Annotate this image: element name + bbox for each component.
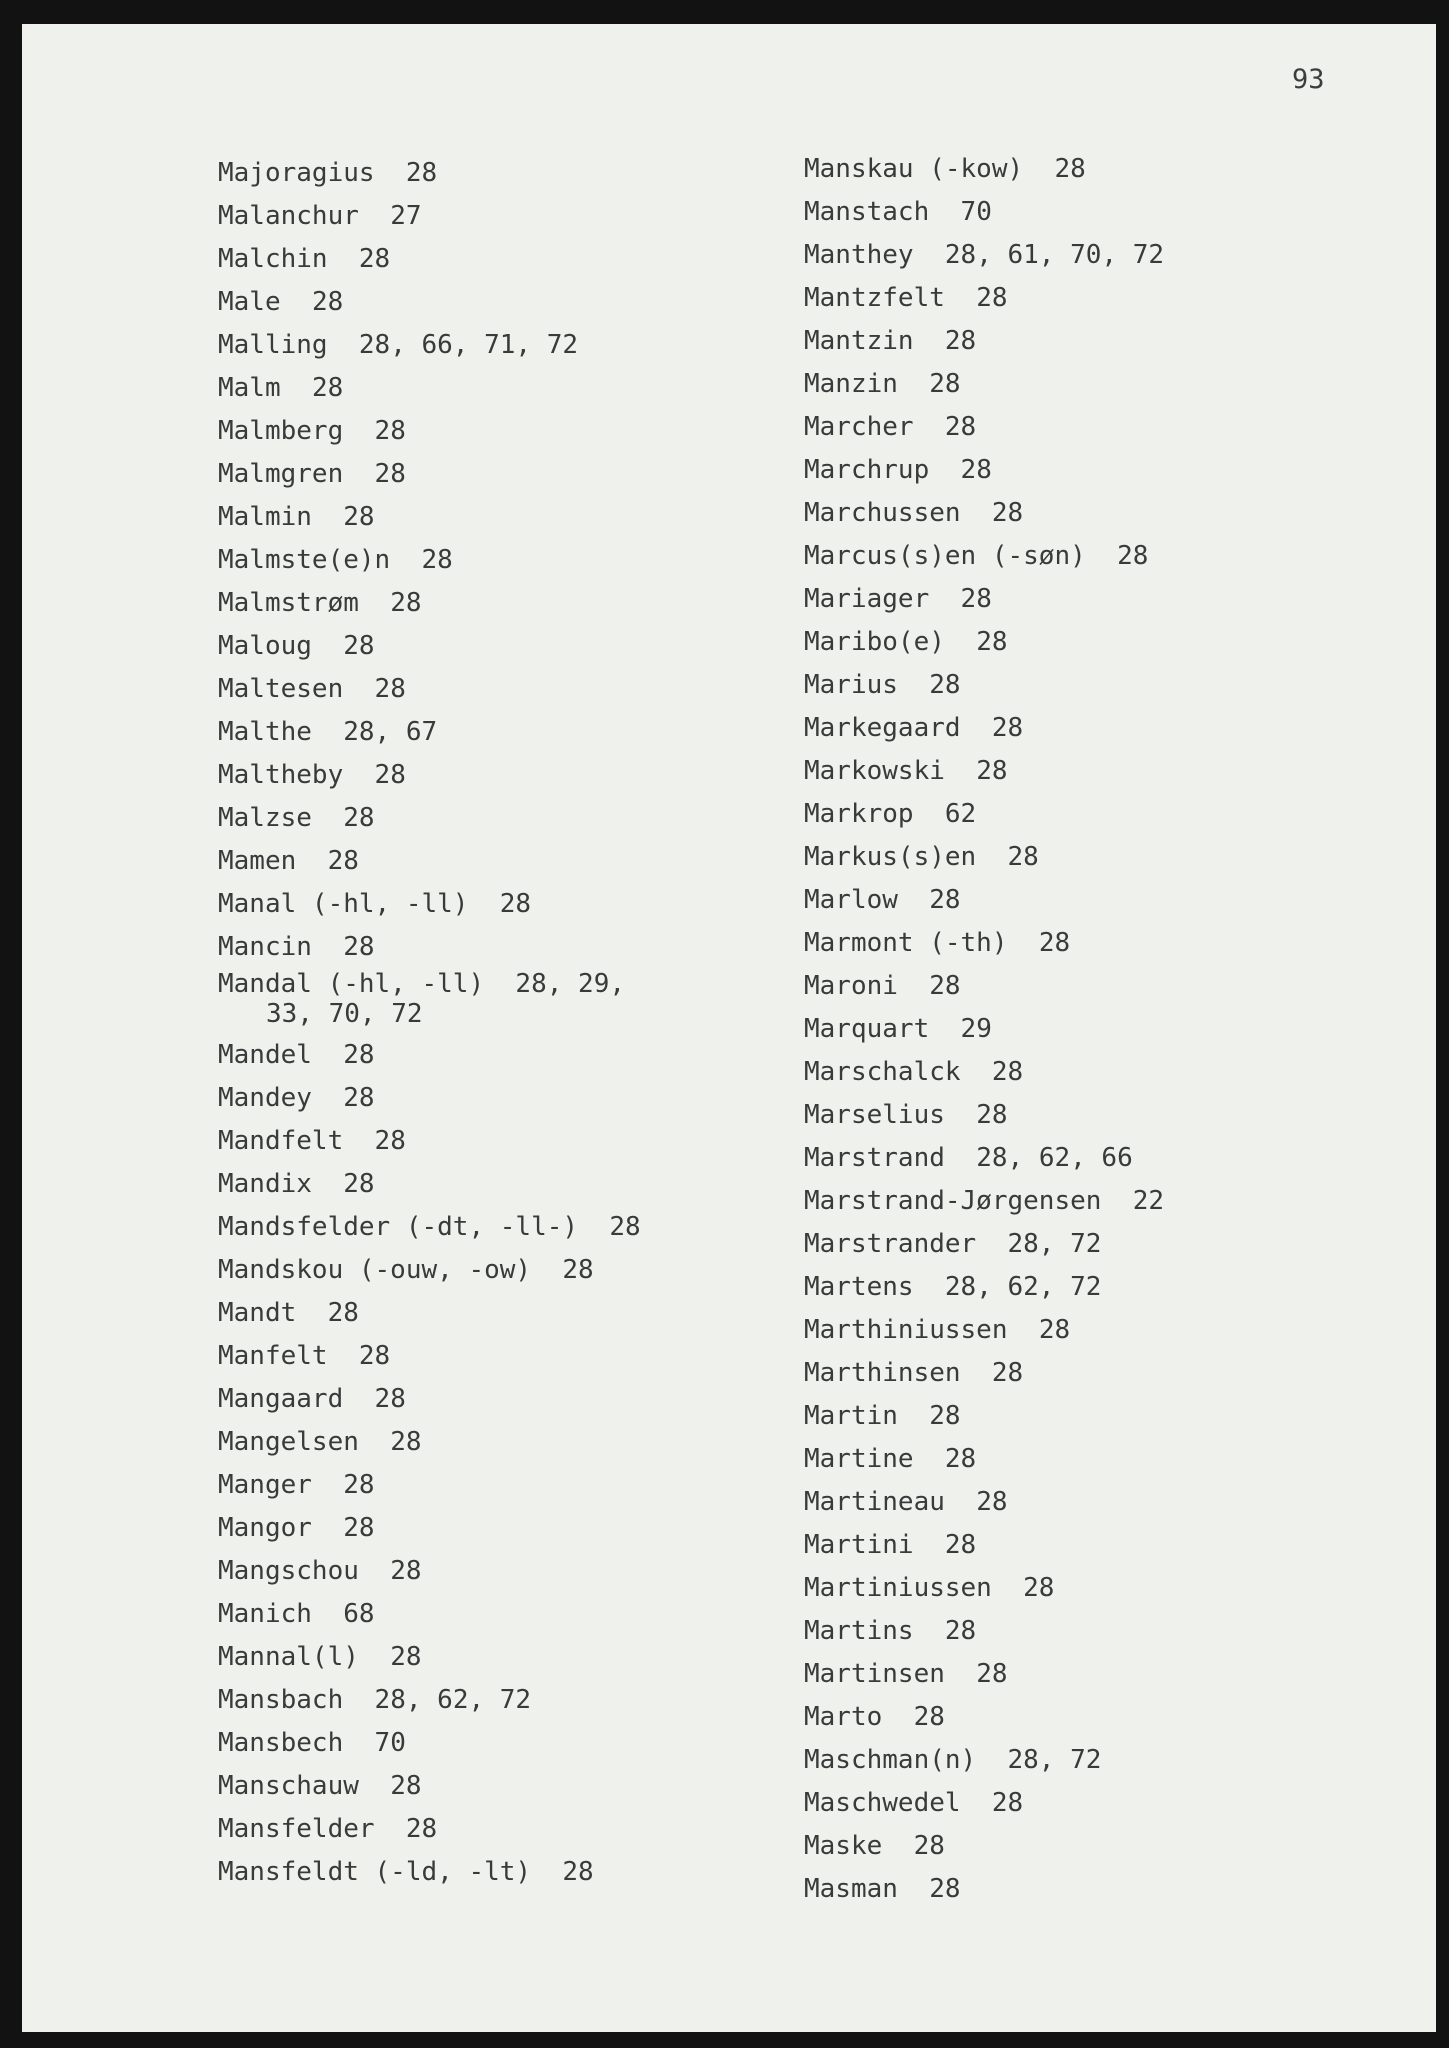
- index-entry: [218, 496, 641, 539]
- entry-page-refs: 28: [374, 1384, 406, 1414]
- entry-name: Manschauw: [218, 1771, 359, 1801]
- index-entry: [804, 621, 1164, 664]
- index-entry: [804, 277, 1164, 320]
- entry-name: Marius: [804, 670, 898, 700]
- entry-page-refs: 28: [343, 1169, 375, 1199]
- index-entry: [218, 367, 641, 410]
- entry-page-refs: 28: [929, 971, 961, 1001]
- index-entry: [804, 1782, 1164, 1825]
- entry-page-refs: 28: [944, 1530, 977, 1560]
- index-entry: [218, 324, 641, 367]
- entry-page-refs: 28: [944, 1616, 977, 1646]
- entry-page-refs: 28: [609, 1212, 641, 1242]
- entry-name: Marcus(s)en (-søn): [804, 541, 1086, 571]
- entry-page-refs: 70: [960, 197, 992, 227]
- entry-name: Marmont (-th): [804, 928, 1008, 958]
- entry-name: Malanchur: [218, 201, 359, 231]
- index-entry: [218, 152, 641, 195]
- entry-name: Mandskou (-ouw, -ow): [218, 1255, 532, 1285]
- entry-name: Manger: [218, 1470, 312, 1500]
- entry-name: Manzin: [804, 369, 898, 399]
- entry-page-refs: 28: [374, 416, 406, 446]
- index-entry: [804, 1223, 1164, 1266]
- entry-name: Mandsfelder (-dt, -ll-): [218, 1212, 579, 1242]
- index-entry: [218, 453, 641, 496]
- index-entry: [218, 1163, 641, 1206]
- index-entry: [218, 1034, 641, 1077]
- entry-name: Martiniussen: [804, 1573, 992, 1603]
- entry-page-refs: 28: [358, 1341, 391, 1371]
- entry-name: Marlow: [804, 885, 898, 915]
- entry-name: Mandal (-hl, -ll): [218, 969, 485, 999]
- entry-page-refs: 28, 29,: [515, 969, 625, 999]
- entry-page-refs: 29: [960, 1014, 992, 1044]
- index-entry: [218, 410, 641, 453]
- index-entry: [218, 754, 641, 797]
- entry-name: Maroni: [804, 971, 898, 1001]
- index-entry: [218, 1679, 641, 1722]
- index-entry: [218, 281, 641, 324]
- index-entry: [804, 1266, 1164, 1309]
- entry-name: Marquart: [804, 1014, 930, 1044]
- index-entry: [804, 879, 1164, 922]
- index-entry: [218, 1808, 641, 1851]
- entry-page-refs: 28: [343, 932, 375, 962]
- index-entry: [804, 148, 1164, 191]
- index-entry: [804, 1395, 1164, 1438]
- entry-page-refs: 27: [390, 201, 422, 231]
- entry-page-refs: 28: [343, 1470, 375, 1500]
- index-entry: [804, 191, 1164, 234]
- index-entry: [218, 1206, 641, 1249]
- entry-name: Mariager: [804, 584, 930, 614]
- entry-page-refs: 28: [421, 545, 453, 575]
- index-entry: [804, 1868, 1164, 1911]
- entry-page-refs: 28: [499, 889, 532, 919]
- entry-page-refs: 68: [343, 1599, 375, 1629]
- index-entry: [218, 625, 641, 668]
- entry-name: Martens: [804, 1272, 914, 1302]
- entry-page-refs: 28: [1054, 154, 1086, 184]
- entry-page-refs: 28: [390, 588, 422, 618]
- index-entry: [218, 1593, 641, 1636]
- entry-name: Malmberg: [218, 416, 344, 446]
- entry-name: Malmgren: [218, 459, 344, 489]
- entry-name: Manich: [218, 1599, 312, 1629]
- entry-name: Martins: [804, 1616, 914, 1646]
- entry-page-refs: 28: [944, 326, 977, 356]
- entry-name: Martin: [804, 1401, 898, 1431]
- index-entry: [218, 711, 641, 754]
- entry-page-refs: 28: [1038, 1315, 1071, 1345]
- index-entry: [804, 1137, 1164, 1180]
- entry-page-refs: 28: [343, 502, 375, 532]
- entry-name: Manstach: [804, 197, 930, 227]
- entry-page-refs: 28: [343, 1513, 375, 1543]
- entry-name: Malzse: [218, 803, 312, 833]
- entry-name: Mangelsen: [218, 1427, 359, 1457]
- entry-page-refs: 28: [390, 1771, 422, 1801]
- entry-page-refs: 28: [929, 1401, 961, 1431]
- entry-page-refs: 28: [991, 1358, 1024, 1388]
- index-entry: [804, 965, 1164, 1008]
- index-entry: [804, 578, 1164, 621]
- entry-name: Mangaard: [218, 1384, 344, 1414]
- entry-page-refs: 28: [343, 1040, 375, 1070]
- entry-page-refs: 28: [1007, 842, 1039, 872]
- entry-name: Maschwedel: [804, 1788, 961, 1818]
- entry-page-refs: 28: [390, 1427, 422, 1457]
- entry-page-refs: 28: [343, 803, 375, 833]
- entry-name: Manskau (-kow): [804, 154, 1024, 184]
- entry-name: Maltesen: [218, 674, 344, 704]
- entry-page-refs: 28, 62, 72: [374, 1685, 532, 1715]
- index-entry: [218, 1421, 641, 1464]
- entry-name: Manthey: [804, 240, 914, 270]
- index-entry: [218, 582, 641, 625]
- entry-name: Maschman(n): [804, 1745, 977, 1775]
- entry-page-refs: 28, 62, 66: [976, 1143, 1133, 1173]
- index-entry: [804, 1309, 1164, 1352]
- index-entry: [804, 750, 1164, 793]
- index-entry: [218, 1507, 641, 1550]
- index-entry: [804, 1653, 1164, 1696]
- entry-name: Marschalck: [804, 1057, 961, 1087]
- entry-name: Marthiniussen: [804, 1315, 1008, 1345]
- entry-page-refs: 28: [929, 369, 961, 399]
- index-entry: [804, 492, 1164, 535]
- entry-page-refs: 28: [913, 1702, 945, 1732]
- entry-name: Marselius: [804, 1100, 945, 1130]
- entry-page-refs: 28: [991, 498, 1024, 528]
- entry-page-refs: 28: [913, 1831, 945, 1861]
- index-entry: [218, 969, 641, 1034]
- entry-name: Marcher: [804, 412, 914, 442]
- index-entry: [218, 1550, 641, 1593]
- entry-page-refs: 28: [374, 760, 406, 790]
- entry-page-refs: 28: [374, 459, 406, 489]
- entry-name: Mantzin: [804, 326, 914, 356]
- entry-page-refs: 22: [1132, 1186, 1165, 1216]
- entry-page-refs: 28: [390, 1556, 422, 1586]
- entry-name: Malm: [218, 373, 281, 403]
- entry-page-refs-continued: 33, 70, 72: [266, 999, 423, 1029]
- index-entry: [218, 668, 641, 711]
- entry-page-refs: 28: [343, 631, 375, 661]
- entry-page-refs: 28: [960, 455, 992, 485]
- index-entry: [804, 1352, 1164, 1395]
- entry-page-refs: 28, 67: [343, 717, 438, 747]
- index-entry: [804, 1008, 1164, 1051]
- entry-page-refs: 28: [991, 1788, 1024, 1818]
- index-entry: [218, 797, 641, 840]
- entry-page-refs: 28: [976, 1487, 1008, 1517]
- entry-name: Mancin: [218, 932, 312, 962]
- entry-page-refs: 28: [358, 244, 391, 274]
- entry-page-refs: 28: [1023, 1573, 1055, 1603]
- entry-page-refs: 28, 61, 70, 72: [944, 240, 1165, 270]
- entry-page-refs: 28: [311, 373, 344, 403]
- entry-name: Markegaard: [804, 713, 961, 743]
- entry-name: Marstrander: [804, 1229, 977, 1259]
- entry-name: Mansbech: [218, 1728, 344, 1758]
- entry-name: Martini: [804, 1530, 914, 1560]
- index-entry: [218, 1077, 641, 1120]
- entry-name: Malchin: [218, 244, 328, 274]
- index-entry: [218, 1765, 641, 1808]
- entry-name: Maske: [804, 1831, 883, 1861]
- entry-name: Manal (-hl, -ll): [218, 889, 469, 919]
- entry-page-refs: 28: [944, 1444, 977, 1474]
- entry-page-refs: 28: [390, 1642, 422, 1672]
- index-entry: [218, 1249, 641, 1292]
- index-entry: [804, 707, 1164, 750]
- entry-name: Manfelt: [218, 1341, 328, 1371]
- entry-name: Mandey: [218, 1083, 312, 1113]
- entry-name: Malmste(e)n: [218, 545, 391, 575]
- index-entry: [804, 363, 1164, 406]
- entry-page-refs: 28: [991, 713, 1024, 743]
- index-entry: [218, 539, 641, 582]
- entry-page-refs: 28: [960, 584, 992, 614]
- entry-page-refs: 28: [944, 412, 977, 442]
- index-entry: [218, 1636, 641, 1679]
- entry-page-refs: 28, 62, 72: [944, 1272, 1102, 1302]
- entry-name: Marchussen: [804, 498, 961, 528]
- entry-name: Markowski: [804, 756, 945, 786]
- index-entry: [218, 1120, 641, 1163]
- entry-page-refs: 28: [976, 283, 1008, 313]
- entry-page-refs: 28: [327, 1298, 359, 1328]
- entry-name: Mannal(l): [218, 1642, 359, 1672]
- entry-name: Majoragius: [218, 158, 375, 188]
- index-entry: [804, 535, 1164, 578]
- index-entry: [218, 1335, 641, 1378]
- entry-page-refs: 28: [562, 1857, 594, 1887]
- entry-page-refs: 62: [944, 799, 977, 829]
- entry-name: Mandfelt: [218, 1126, 344, 1156]
- entry-name: Martinsen: [804, 1659, 945, 1689]
- entry-name: Markus(s)en: [804, 842, 977, 872]
- index-entry: [804, 406, 1164, 449]
- entry-page-refs: 28: [374, 674, 406, 704]
- entry-name: Maribo(e): [804, 627, 945, 657]
- index-entry: [804, 1438, 1164, 1481]
- entry-page-refs: 28, 66, 71, 72: [358, 330, 579, 360]
- entry-name: Mandel: [218, 1040, 312, 1070]
- entry-name: Maloug: [218, 631, 312, 661]
- entry-name: Mansbach: [218, 1685, 344, 1715]
- entry-name: Mamen: [218, 846, 297, 876]
- entry-name: Malthe: [218, 717, 312, 747]
- index-entry: [804, 320, 1164, 363]
- index-entry: [218, 883, 641, 926]
- entry-page-refs: 28, 72: [1007, 1745, 1102, 1775]
- entry-name: Mansfeldt (-ld, -lt): [218, 1857, 532, 1887]
- index-entry: [804, 449, 1164, 492]
- entry-name: Marstrand-Jørgensen: [804, 1186, 1102, 1216]
- entry-page-refs: 28: [343, 1083, 375, 1113]
- index-entry: [804, 793, 1164, 836]
- entry-name: Martineau: [804, 1487, 945, 1517]
- entry-name: Malmstrøm: [218, 588, 359, 618]
- index-entry: [804, 234, 1164, 277]
- entry-name: Mandt: [218, 1298, 297, 1328]
- entry-name: Mandix: [218, 1169, 312, 1199]
- entry-page-refs: 28: [405, 158, 438, 188]
- index-entry: [218, 1292, 641, 1335]
- entry-name: Malling: [218, 330, 328, 360]
- index-entry: [804, 1567, 1164, 1610]
- index-page: [22, 24, 1436, 2032]
- index-entry: [218, 1851, 641, 1894]
- index-entry: [218, 840, 641, 883]
- index-entry: [218, 1378, 641, 1421]
- left-index-column: [218, 152, 641, 1894]
- right-index-column: [804, 148, 1164, 1911]
- entry-page-refs: 28: [929, 670, 961, 700]
- entry-name: Mantzfelt: [804, 283, 945, 313]
- entry-page-refs: 28: [405, 1814, 438, 1844]
- entry-name: Mangschou: [218, 1556, 359, 1586]
- entry-page-refs: 28: [991, 1057, 1024, 1087]
- entry-page-refs: 28: [311, 287, 344, 317]
- entry-page-refs: 28, 72: [1007, 1229, 1102, 1259]
- index-entry: [804, 922, 1164, 965]
- entry-name: Marchrup: [804, 455, 930, 485]
- entry-name: Marstrand: [804, 1143, 945, 1173]
- entry-page-refs: 28: [1117, 541, 1149, 571]
- index-entry: [804, 1524, 1164, 1567]
- index-entry: [804, 836, 1164, 879]
- entry-page-refs: 28: [374, 1126, 406, 1156]
- entry-name: Mangor: [218, 1513, 312, 1543]
- entry-name: Markrop: [804, 799, 914, 829]
- entry-page-refs: 28: [976, 1100, 1008, 1130]
- entry-page-refs: 28: [976, 1659, 1008, 1689]
- entry-name: Marto: [804, 1702, 883, 1732]
- index-entry: [218, 926, 641, 969]
- index-entry: [218, 1464, 641, 1507]
- index-entry: [804, 1481, 1164, 1524]
- entry-page-refs: 28: [976, 627, 1008, 657]
- entry-page-refs: 28: [562, 1255, 594, 1285]
- entry-page-refs: 28: [929, 885, 961, 915]
- index-entry: [804, 1696, 1164, 1739]
- index-entry: [804, 1610, 1164, 1653]
- index-entry: [218, 238, 641, 281]
- index-entry: [804, 1180, 1164, 1223]
- index-entry: [218, 1722, 641, 1765]
- entry-page-refs: 28: [976, 756, 1008, 786]
- index-entry: [804, 1094, 1164, 1137]
- entry-name: Malmin: [218, 502, 312, 532]
- entry-page-refs: 28: [929, 1874, 961, 1904]
- entry-page-refs: 28: [327, 846, 359, 876]
- entry-name: Maltheby: [218, 760, 344, 790]
- entry-name: Martine: [804, 1444, 914, 1474]
- entry-name: Male: [218, 287, 281, 317]
- entry-name: Mansfelder: [218, 1814, 375, 1844]
- index-entry: [804, 1825, 1164, 1868]
- entry-name: Marthinsen: [804, 1358, 961, 1388]
- page-number: 93: [1292, 64, 1325, 95]
- index-entry: [804, 664, 1164, 707]
- index-entry: [804, 1739, 1164, 1782]
- entry-page-refs: 28: [1038, 928, 1071, 958]
- index-entry: [804, 1051, 1164, 1094]
- entry-name: Masman: [804, 1874, 898, 1904]
- index-entry: [218, 195, 641, 238]
- entry-page-refs: 70: [374, 1728, 406, 1758]
